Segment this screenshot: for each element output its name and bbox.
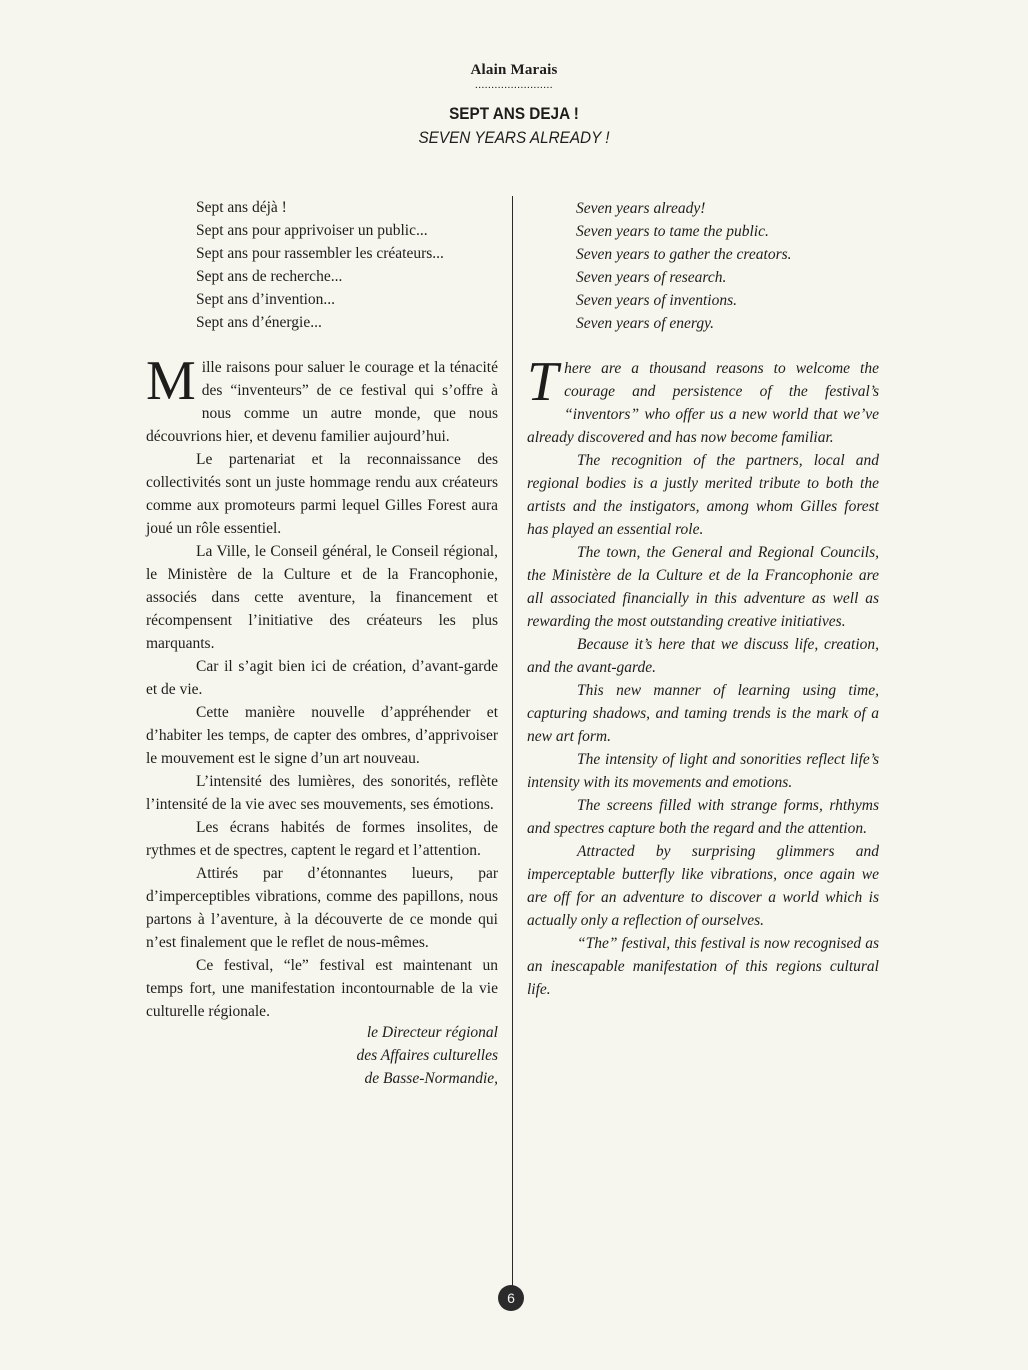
paragraph: Cette manière nouvelle d’appréhender et d’habiter les temps, de capter des ombres, d’apprivoiser le mouvement est le signe d’un art nouveau. xyxy=(146,704,498,767)
author-name: Alain Marais xyxy=(470,62,558,78)
poem-line: Sept ans déjà ! xyxy=(196,199,287,216)
drop-cap: M xyxy=(146,350,196,412)
poem-line: Seven years already! xyxy=(576,200,706,217)
body-french xyxy=(146,350,498,1023)
paragraph: The town, the General and Regional Councils, the Ministère de la Culture et de la Francophonie are all associated financially in this adventure as well as rewarding the most outstanding creative initiatives. xyxy=(527,544,879,630)
poem-line: Sept ans d’invention... xyxy=(196,291,336,308)
poem-line: Seven years to gather the creators. xyxy=(576,246,792,263)
paragraph: Attracted by surprising glimmers and imperceptable butterfly like vibrations, once again we are off for an adventure to discover a world which is actually only a reflection of ourselves. xyxy=(527,843,879,929)
paragraph xyxy=(146,350,498,448)
poem-french xyxy=(196,196,444,334)
paragraph: Car il s’agit bien ici de création, d’avant-garde et de vie. xyxy=(146,658,498,698)
paragraph: The intensity of light and sonorities reflect life’s intensity with its movements and emotions. xyxy=(527,751,879,791)
paragraph: The screens filled with strange forms, rhthyms and spectres capture both the regard and the attention. xyxy=(527,797,879,837)
paragraph: L’intensité des lumières, des sonorités, reflète l’intensité de la vie avec ses mouvements, ses émotions. xyxy=(146,773,498,813)
paragraph: Le partenariat et la reconnaissance des collectivités sont un juste hommage rendu aux créateurs comme aux promoteurs parmi lequel Gilles Forest aura joué un rôle essentiel. xyxy=(146,451,498,537)
title-english: SEVEN YEARS ALREADY ! xyxy=(418,128,610,147)
column-divider xyxy=(512,196,513,1288)
body-english xyxy=(527,351,879,1001)
poem-line: Seven years of inventions. xyxy=(576,292,737,309)
title-separator: ........................ xyxy=(475,79,553,91)
poem-line: Seven years of research. xyxy=(576,269,727,286)
paragraph: “The” festival, this festival is now recognised as an inescapable manifestation of this regions cultural life. xyxy=(527,935,879,998)
poem-line: Sept ans pour apprivoiser un public... xyxy=(196,222,428,239)
page-number: 6 xyxy=(498,1285,524,1311)
paragraph: La Ville, le Conseil général, le Conseil régional, le Ministère de la Culture et de la Francophonie, associés dans cette aventure, la financement et récompensent l’initiative des créateurs les plus marquants. xyxy=(146,543,498,652)
paragraph: Attirés par d’étonnantes lueurs, par d’imperceptibles vibrations, comme des papillons, nous partons à l’aventure, à la découverte de ce monde qui n’est finalement que le reflet de nous-mêmes. xyxy=(146,865,498,951)
title-french: SEPT ANS DEJA ! xyxy=(449,104,579,123)
poem-english xyxy=(576,197,792,335)
paragraph: Les écrans habités de formes insolites, de rythmes et de spectres, captent le regard et l’attention. xyxy=(146,819,498,859)
drop-cap: T xyxy=(527,351,559,413)
signature-line: des Affaires culturelles xyxy=(356,1047,498,1064)
paragraph-text: here are a thousand reasons to welcome the courage and persistence of the festival’s “inventors” who offer us a new world that we’ve already discovered and has now become familiar. xyxy=(527,360,879,446)
poem-line: Sept ans de recherche... xyxy=(196,268,343,285)
signature-line: de Basse-Normandie, xyxy=(364,1070,498,1087)
poem-line: Sept ans pour rassembler les créateurs... xyxy=(196,245,444,262)
poem-line: Seven years of energy. xyxy=(576,315,715,332)
paragraph xyxy=(527,351,879,449)
paragraph: The recognition of the partners, local and regional bodies is a justly merited tribute to both the artists and the instigators, among whom Gilles forest has played an essential role. xyxy=(527,452,879,538)
paragraph: Because it’s here that we discuss life, creation, and the avant-garde. xyxy=(527,636,879,676)
poem-line: Sept ans d’énergie... xyxy=(196,314,322,331)
paragraph: Ce festival, “le” festival est maintenant un temps fort, une manifestation incontournable de la vie culturelle régionale. xyxy=(146,957,498,1020)
paragraph-text: ille raisons pour saluer le courage et la ténacité des “inventeurs” de ce festival qui s’offre à nous comme un autre monde, que nous découvrions hier, et devenu familier aujourd’hui. xyxy=(146,359,498,445)
paragraph: This new manner of learning using time, capturing shadows, and taming trends is the mark of a new art form. xyxy=(527,682,879,745)
signature-line: le Directeur régional xyxy=(366,1024,498,1041)
poem-line: Seven years to tame the public. xyxy=(576,223,769,240)
signature xyxy=(300,1021,498,1090)
